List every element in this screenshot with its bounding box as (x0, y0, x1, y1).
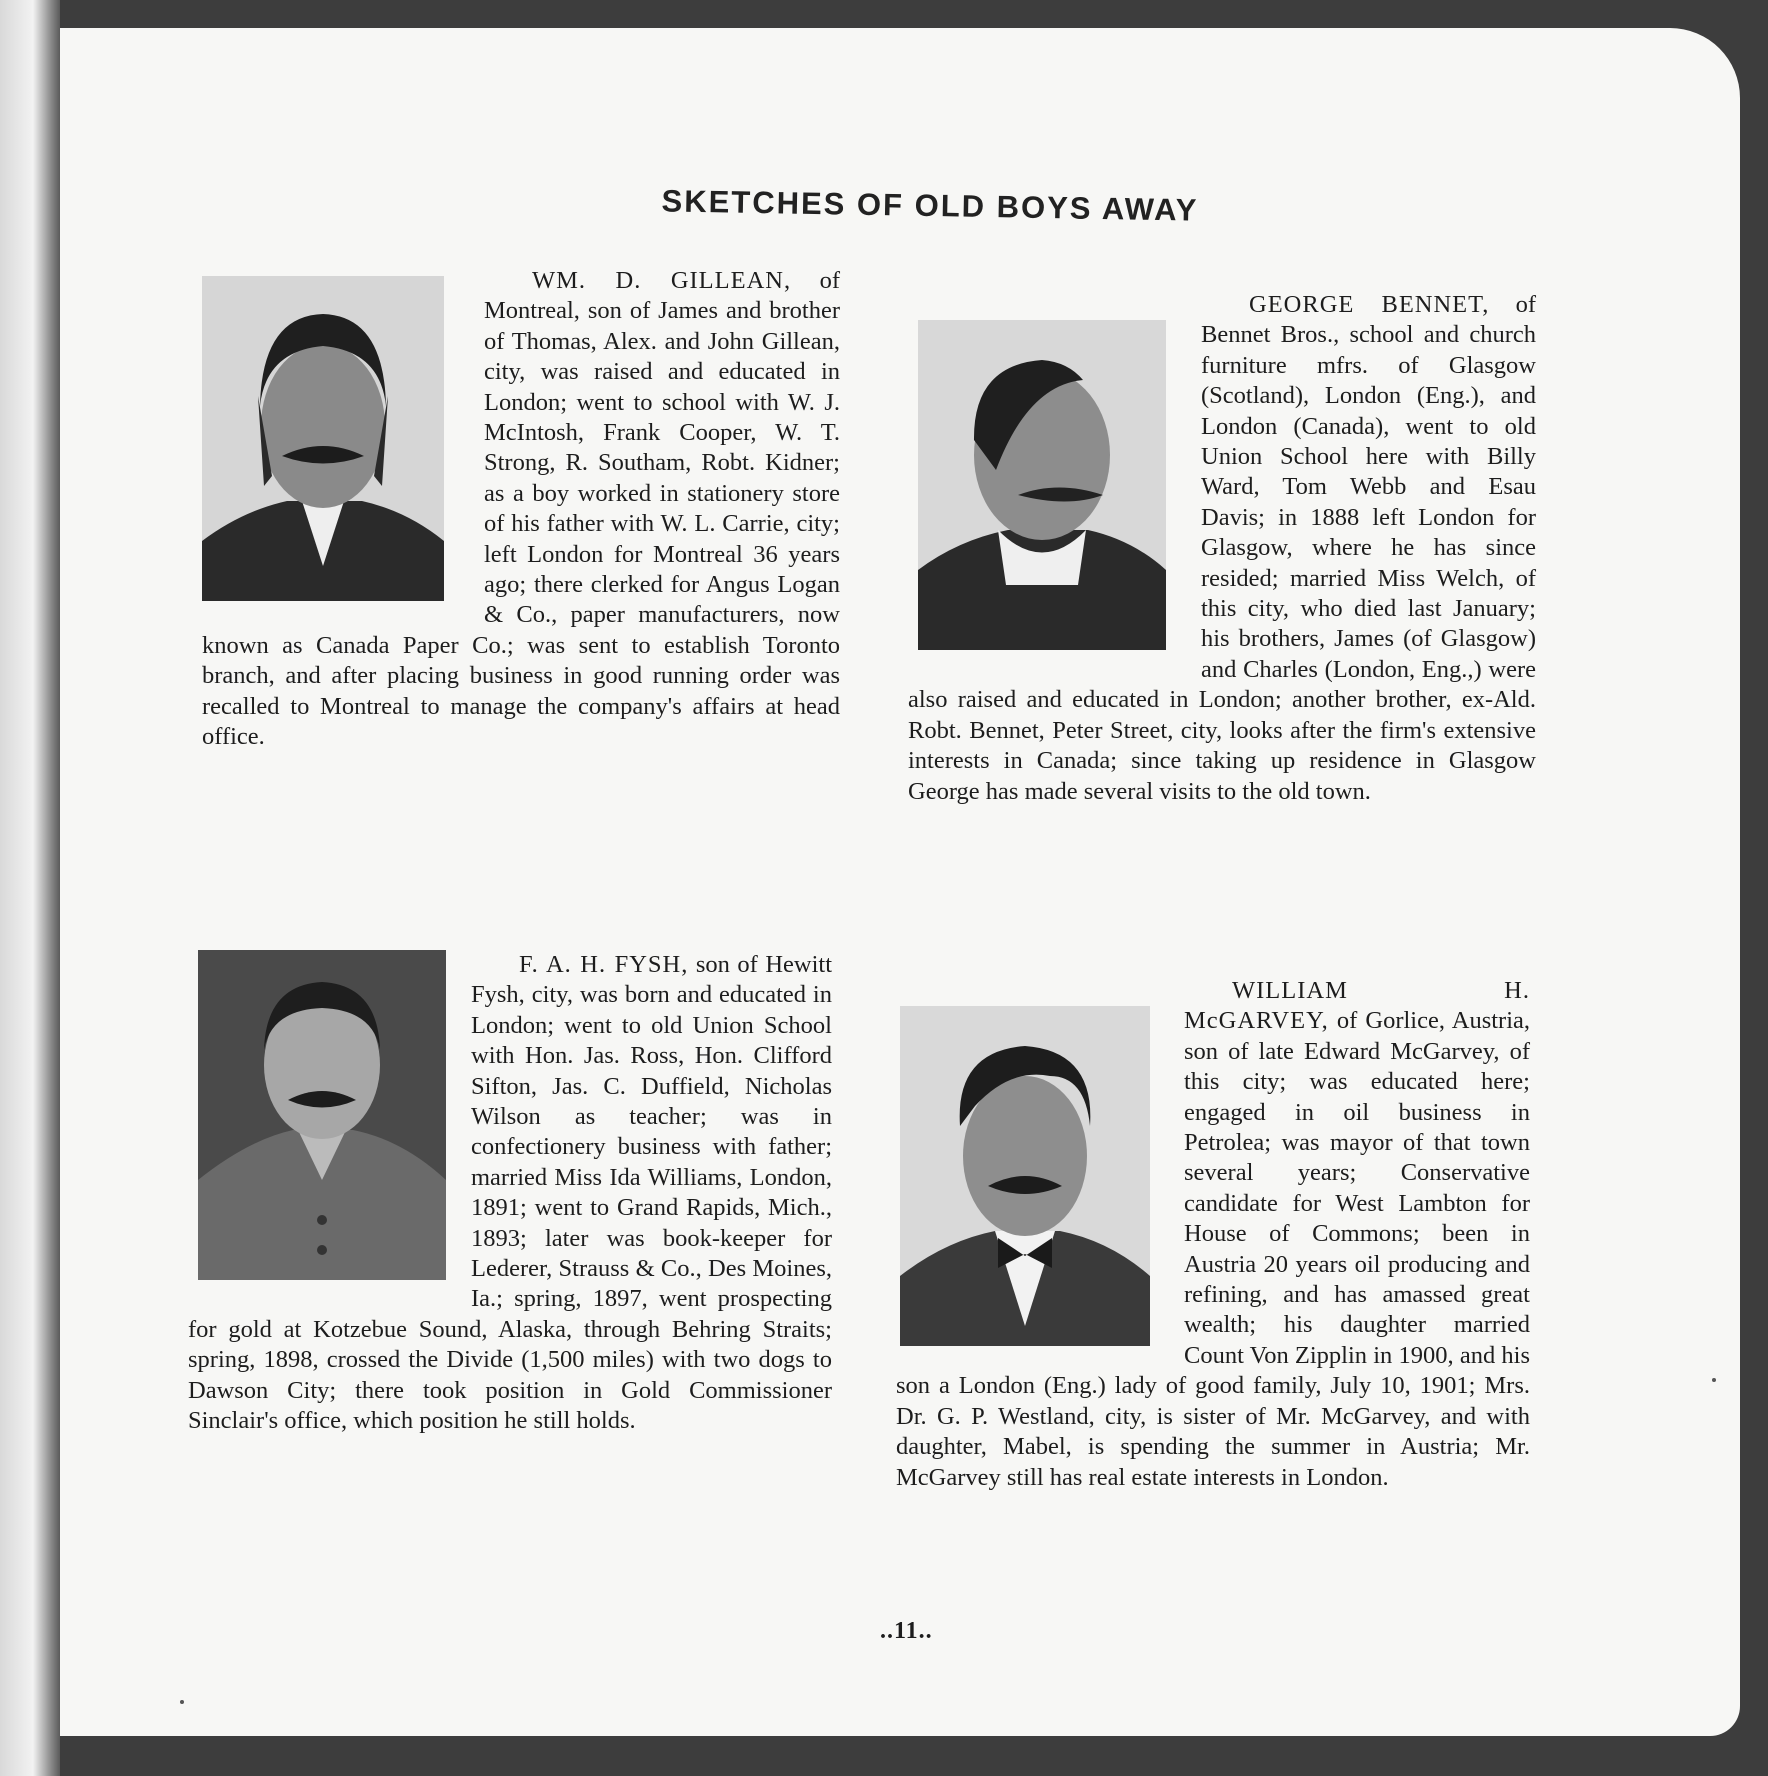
paper-speck (1712, 1378, 1716, 1382)
portrait-photo (202, 276, 444, 601)
portrait-icon (198, 950, 446, 1280)
book-spine (0, 0, 60, 1776)
sketch-name: WILLIAM H. McGARVEY, (1184, 977, 1530, 1035)
photo-frame (896, 976, 1176, 1366)
sketch-name: GEORGE BENNET, (1249, 291, 1490, 318)
portrait-photo (918, 320, 1166, 650)
portrait-photo (900, 1006, 1150, 1346)
paper-speck (180, 1700, 184, 1704)
photo-frame (908, 290, 1193, 660)
sketch-body: of Montreal, son of James and brother of Thomas, Alex. and John Gillean, city, was raised and educated in London; went to school with W. J. McIntosh, Frank Cooper, W. T. Strong, R. Southam, Robt. Kidner; as a boy worked in stationery store of his father with W. L. Carrie, city; left London for Montreal 36 years ago; there clerked for Angus Logan & Co., paper manufacturers, now known as Canada Paper Co.; was sent to establish Toronto branch, and after placing business in good running order was recalled to Montreal to manage the company's affairs at head office. (202, 267, 840, 751)
sketch-body: of Gorlice, Austria, son of late Edward McGarvey, of this city; was educated here; engaged in oil business in Petrolea; was mayor of that town several years; Conservative candidate for West Lambton for House of Commons; been in Austria 20 years oil producing and refining, and has amassed great wealth; his daughter married Count Von Zipplin in 1900, and his son a London (Eng.) lady of good family, July 10, 1901; Mrs. Dr. G. P. Westland, city, is sister of Mr. McGarvey, and with daughter, Mabel, is spending the summer in Austria; Mr. McGarvey still has real estate interests in London. (896, 1007, 1530, 1491)
portrait-icon (202, 276, 444, 601)
sketch-gillean (202, 266, 840, 926)
portrait-photo (198, 950, 446, 1280)
sketch-text (908, 290, 1536, 807)
portrait-icon (918, 320, 1166, 650)
book-page (60, 28, 1740, 1736)
sketch-bennet (908, 290, 1536, 950)
sketch-name: F. A. H. FYSH, (519, 951, 689, 978)
photo-frame (202, 266, 472, 606)
sketch-body: son of Hewitt Fysh, city, was born and educated in London; went to old Union School with Hon. Jas. Ross, Hon. Clifford Sifton, Jas. C. Duffield, Nicholas Wilson as teacher; was in confectionery business with father; married Miss Ida Williams, London, 1891; went to Grand Rapids, Mich., 1893; later was book-keeper for Lederer, Strauss & Co., Des Moines, Ia.; spring, 1897, went prospecting for gold at Kotzebue Sound, Alaska, through Behring Straits; spring, 1898, crossed the Divide (1,500 miles) with two dogs to Dawson City; there took position in Gold Commissioner Sinclair's office, which position he still holds. (188, 951, 833, 1435)
sketch-text (202, 266, 840, 753)
sketch-name: WM. D. GILLEAN, (532, 267, 792, 294)
sketch-text (188, 950, 832, 1437)
sketch-text (896, 976, 1530, 1493)
sketch-mcgarvey (896, 976, 1530, 1636)
page-number: ..11.. (880, 1618, 933, 1644)
sketch-fysh (188, 950, 832, 1610)
sketch-body: of Bennet Bros., school and church furniture mfrs. of Glasgow (Scotland), London (Eng.), and London (Canada), went to old Union School here with Billy Ward, Tom Webb and Esau Davis; in 1888 left London for Glasgow, where he has since resided; married Miss Welch, of this city, who died last January; his brothers, James (of Glasgow) and Charles (London, Eng.,) were also raised and educated in London; another brother, ex-Ald. Robt. Bennet, Peter Street, city, looks after the firm's extensive interests in Canada; since taking up residence in Glasgow George has made several visits to the old town. (908, 291, 1536, 805)
photo-frame (188, 950, 463, 1314)
portrait-icon (900, 1006, 1150, 1346)
page-title: SKETCHES OF OLD BOYS AWAY (661, 183, 1199, 228)
